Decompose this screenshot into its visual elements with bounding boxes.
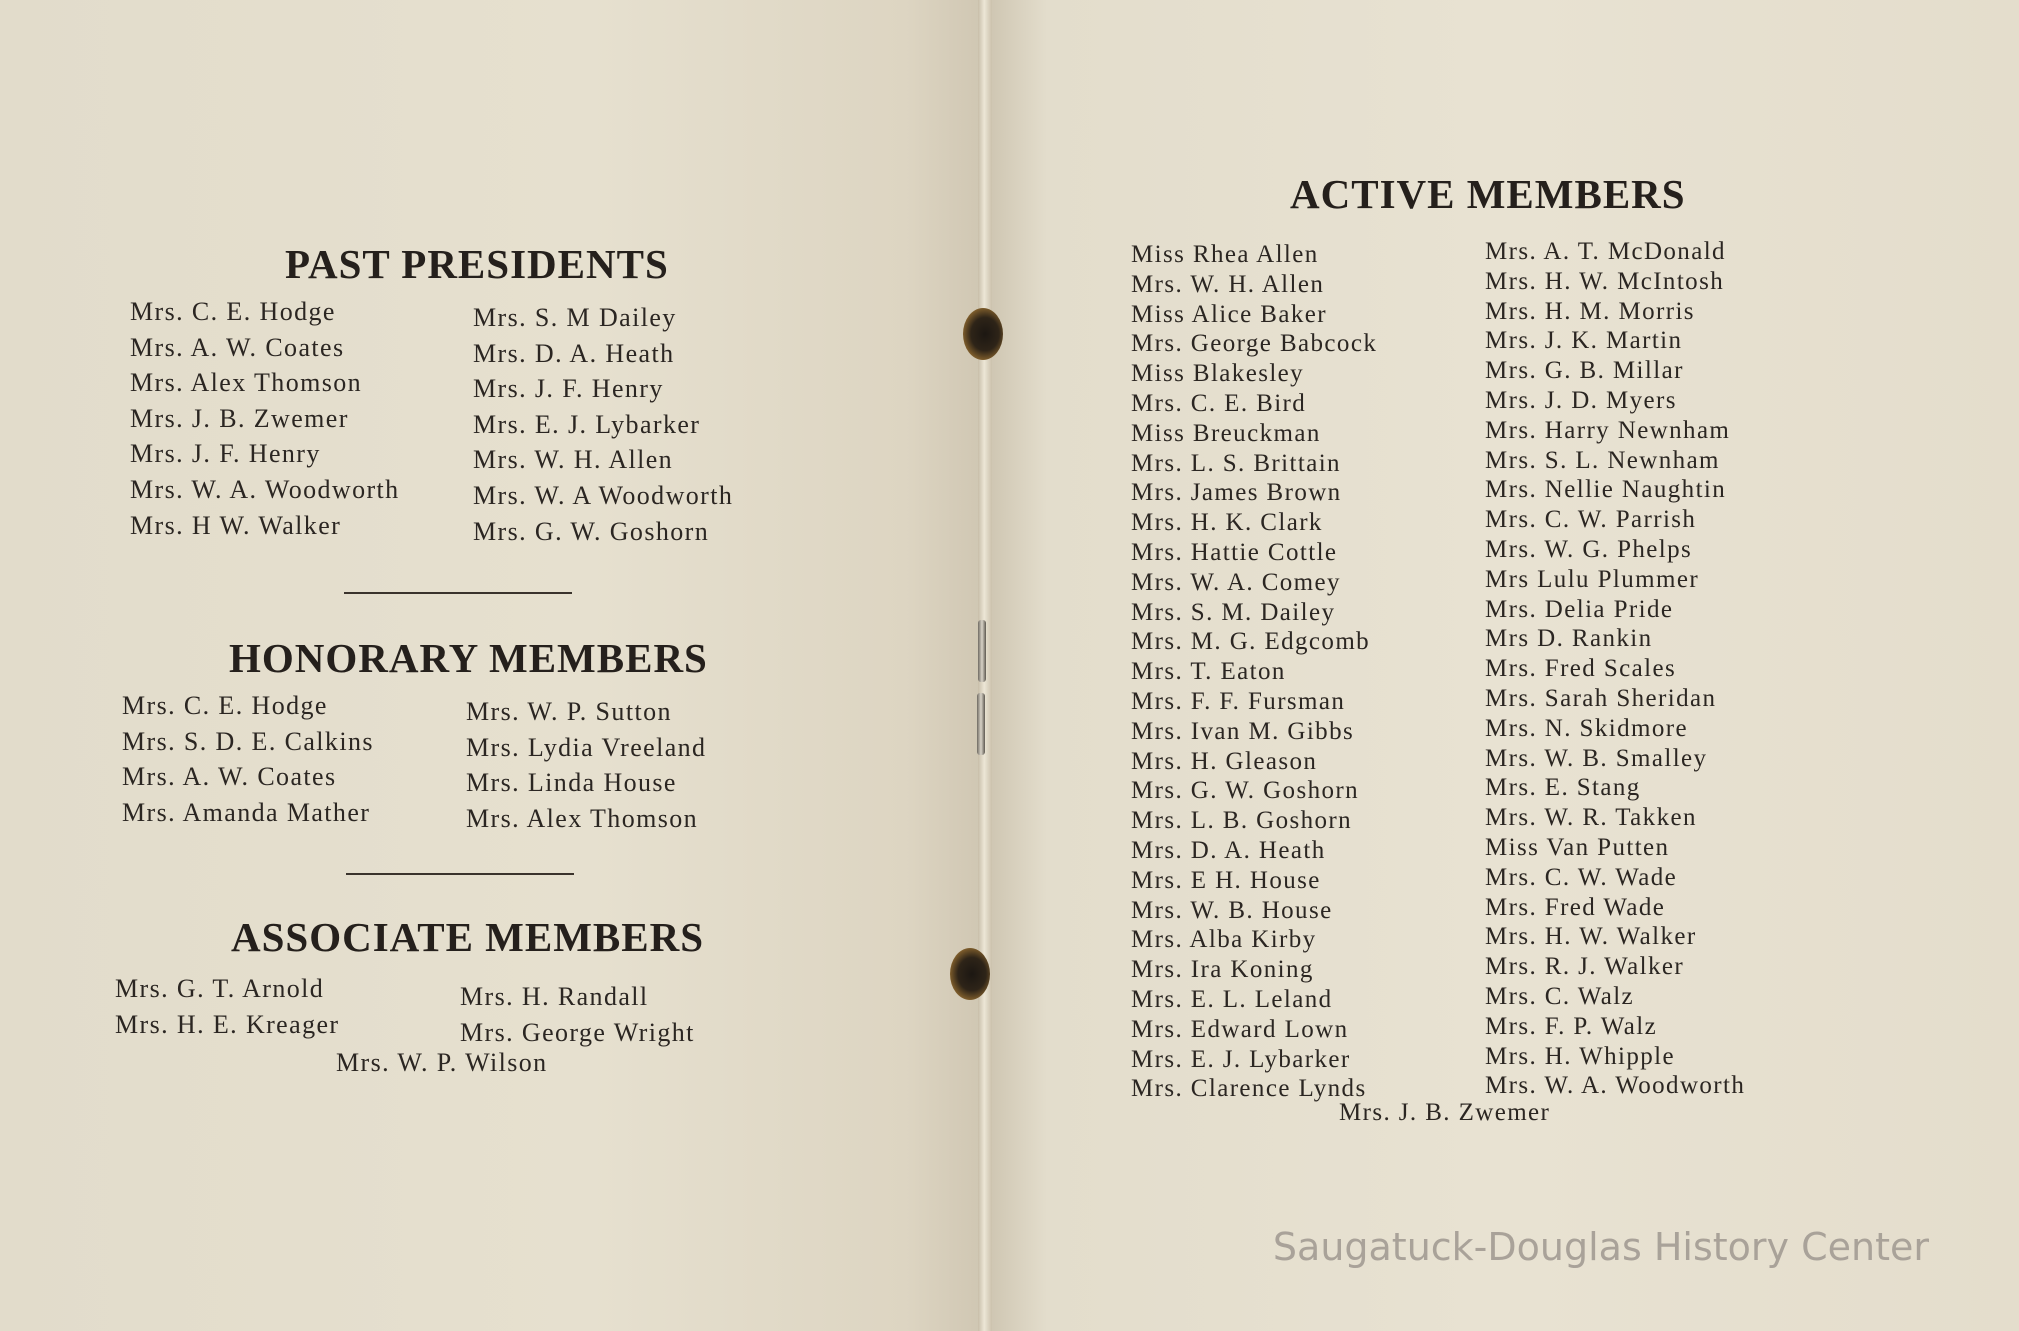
member-name: Mrs. R. J. Walker <box>1485 953 1685 981</box>
member-name: Mrs. N. Skidmore <box>1485 714 1688 742</box>
member-name: Mrs. Fred Scales <box>1485 655 1677 683</box>
member-name: Mrs. A. W. Coates <box>122 762 337 792</box>
member-name: Mrs. M. G. Edgcomb <box>1131 628 1371 656</box>
member-name: Mrs. E H. House <box>1131 866 1321 894</box>
member-name: Mrs. C. E. Hodge <box>130 297 336 326</box>
member-name: Mrs. W. A. Woodworth <box>1485 1072 1746 1100</box>
member-name: Mrs. D. A. Heath <box>473 338 675 368</box>
member-name: Mrs. H. W. Walker <box>1485 923 1697 951</box>
member-name: Mrs. Nellie Naughtin <box>1485 476 1727 504</box>
member-name: Mrs. L. S. Brittain <box>1131 449 1341 477</box>
member-name: Mrs. F. F. Fursman <box>1131 687 1346 715</box>
member-name: Mrs. S. L. Newnham <box>1485 446 1720 474</box>
member-name: Mrs. Sarah Sheridan <box>1485 684 1717 712</box>
member-name: Mrs. Fred Wade <box>1485 893 1666 921</box>
member-name: Mrs. H. W. McIntosh <box>1485 267 1725 295</box>
past-presidents-heading: PAST PRESIDENTS <box>285 241 669 287</box>
member-name: Mrs. H. M. Morris <box>1485 297 1695 325</box>
member-name: Miss Alice Baker <box>1131 300 1327 328</box>
past-presidents-right-column <box>473 300 733 549</box>
member-name: Mrs. W. R. Takken <box>1485 804 1697 832</box>
member-name: Mrs. Amanda Mather <box>122 797 371 827</box>
member-name: Mrs. G. T. Arnold <box>115 974 325 1003</box>
member-name: Mrs. H. K. Clark <box>1131 509 1323 537</box>
member-name: Mrs. C. Walz <box>1485 982 1635 1010</box>
member-name: Mrs. C. W. Parrish <box>1485 506 1697 534</box>
associate-members-left-column <box>115 971 339 1042</box>
member-name: Mrs. James Brown <box>1131 479 1342 507</box>
associate-members-last-name: Mrs. W. P. Wilson <box>336 1048 548 1077</box>
member-name: Miss Van Putten <box>1485 833 1670 861</box>
member-name: Mrs. W. A. Comey <box>1131 568 1341 596</box>
active-members-last-name: Mrs. J. B. Zwemer <box>1339 1099 1551 1126</box>
member-name: Miss Breuckman <box>1131 419 1321 447</box>
member-name: Mrs. W. P. Sutton <box>466 697 672 726</box>
member-name: Mrs. Hattie Cottle <box>1131 538 1338 566</box>
divider-rule <box>346 873 574 875</box>
member-name: Mrs. G. W. Goshorn <box>473 516 710 546</box>
binding-hole <box>963 308 1003 360</box>
member-name: Mrs. J. K. Martin <box>1485 327 1683 355</box>
member-name: Mrs. W. B. Smalley <box>1485 744 1708 772</box>
member-name: Mrs. A. T. McDonald <box>1485 238 1726 265</box>
member-name: Mrs. W. H. Allen <box>473 445 674 475</box>
member-name: Mrs. W. A. Woodworth <box>130 474 400 504</box>
member-name: Mrs. H. E. Kreager <box>115 1009 340 1039</box>
left-page <box>0 0 985 1331</box>
member-name: Mrs. Ivan M. Gibbs <box>1131 717 1355 745</box>
honorary-members-heading: HONORARY MEMBERS <box>229 635 708 681</box>
member-name: Mrs. Lydia Vreeland <box>466 732 707 762</box>
associate-members-heading: ASSOCIATE MEMBERS <box>231 914 705 960</box>
member-name: Mrs D. Rankin <box>1485 625 1653 653</box>
member-name: Mrs. F. P. Walz <box>1485 1012 1658 1040</box>
active-members-left-column <box>1131 240 1377 1104</box>
member-name: Mrs. E. J. Lybarker <box>473 409 701 439</box>
member-name: Mrs. S. D. E. Calkins <box>122 726 374 756</box>
member-name: Mrs. W. A Woodworth <box>473 480 734 510</box>
binding-hole <box>950 948 990 1000</box>
member-name: Mrs. A. W. Coates <box>130 332 345 362</box>
member-name: Mrs. T. Eaton <box>1131 658 1286 686</box>
member-name: Mrs. W. G. Phelps <box>1485 535 1693 563</box>
member-name: Mrs. Harry Newnham <box>1485 416 1731 444</box>
divider-rule <box>344 592 572 594</box>
member-name: Mrs. George Babcock <box>1131 330 1378 358</box>
member-name: Mrs. E. Stang <box>1485 774 1641 802</box>
member-name: Mrs. Edward Lown <box>1131 1015 1349 1043</box>
member-name: Mrs. C. E. Hodge <box>122 691 328 720</box>
member-name: Mrs. Linda House <box>466 768 677 798</box>
member-name: Mrs. D. A. Heath <box>1131 836 1326 864</box>
member-name: Mrs. H W. Walker <box>130 510 342 540</box>
member-name: Mrs. G. W. Goshorn <box>1131 777 1359 805</box>
honorary-members-right-column <box>466 694 706 836</box>
member-name: Mrs. George Wright <box>460 1017 695 1047</box>
member-name: Mrs. H. Randall <box>460 982 649 1011</box>
active-members-right-column <box>1485 237 1745 1101</box>
member-name: Mrs. H. Gleason <box>1131 747 1318 775</box>
member-name: Mrs. Alba Kirby <box>1131 926 1317 954</box>
member-name: Mrs. Ira Koning <box>1131 956 1314 984</box>
past-presidents-left-column <box>130 294 400 543</box>
associate-members-right-column <box>460 979 695 1050</box>
member-name: Mrs. H. Whipple <box>1485 1042 1675 1070</box>
binding-staple <box>978 620 986 682</box>
member-name: Mrs. Clarence Lynds <box>1131 1075 1367 1103</box>
member-name: Mrs. C. W. Wade <box>1485 863 1678 891</box>
member-name: Mrs. J. B. Zwemer <box>130 403 349 433</box>
member-name: Mrs. Delia Pride <box>1485 595 1674 623</box>
member-name: Mrs. Alex Thomson <box>466 803 699 833</box>
member-name: Miss Blakesley <box>1131 360 1305 388</box>
member-name: Mrs. Alex Thomson <box>130 368 363 398</box>
member-name: Mrs. C. E. Bird <box>1131 389 1307 417</box>
member-name: Mrs. W. B. House <box>1131 896 1333 924</box>
member-name: Mrs. J. D. Myers <box>1485 386 1677 414</box>
watermark: Saugatuck-Douglas History Center <box>1272 1225 1929 1269</box>
active-members-heading: ACTIVE MEMBERS <box>1290 171 1686 217</box>
member-name: Mrs. S. M. Dailey <box>1131 598 1336 626</box>
member-name: Mrs. J. F. Henry <box>130 439 321 469</box>
member-name: Mrs. E. L. Leland <box>1131 985 1333 1013</box>
member-name: Mrs. J. F. Henry <box>473 374 664 404</box>
member-name: Mrs. S. M Dailey <box>473 303 677 332</box>
member-name: Mrs. G. B. Millar <box>1485 357 1684 385</box>
member-name: Miss Rhea Allen <box>1131 241 1319 268</box>
right-page <box>985 0 2019 1331</box>
member-name: Mrs Lulu Plummer <box>1485 565 1700 593</box>
member-name: Mrs. W. H. Allen <box>1131 270 1325 298</box>
honorary-members-left-column <box>122 688 374 830</box>
member-name: Mrs. L. B. Goshorn <box>1131 807 1353 835</box>
binding-staple <box>977 693 985 755</box>
member-name: Mrs. E. J. Lybarker <box>1131 1045 1351 1073</box>
